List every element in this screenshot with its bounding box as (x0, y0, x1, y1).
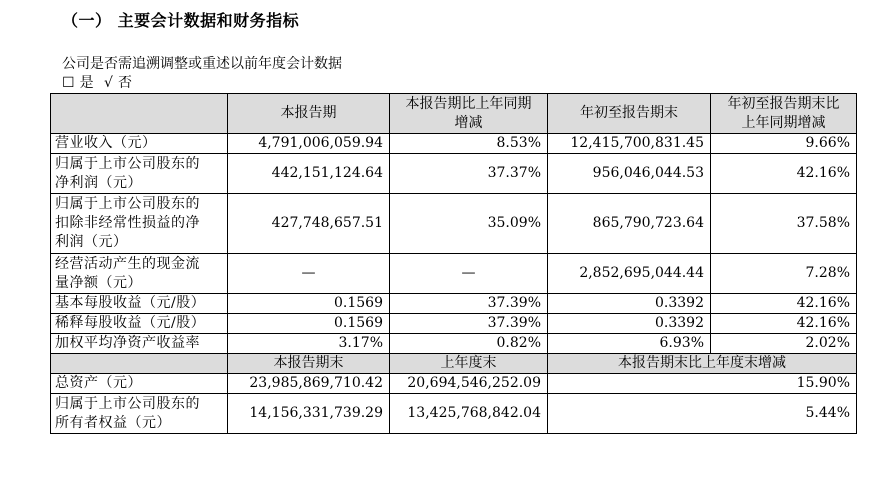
row-label: 营业收入（元） (51, 134, 228, 154)
table-subheader-row (51, 354, 857, 374)
table-row (51, 154, 857, 194)
table-row (51, 374, 857, 394)
cell-value: 20,694,546,252.09 (390, 374, 548, 394)
cell-value: 956,046,044.53 (548, 154, 711, 194)
table-header-row (51, 94, 857, 134)
header-current-period: 本报告期 (228, 94, 390, 134)
header-period-end-change: 本报告期末比上年度末增减 (548, 354, 857, 374)
row-label: 总资产（元） (51, 374, 228, 394)
cell-value: — (390, 254, 548, 294)
cell-value: 865,790,723.64 (548, 194, 711, 254)
header-period-end: 本报告期末 (228, 354, 390, 374)
cell-value: 37.58% (711, 194, 857, 254)
cell-value: 23,985,869,710.42 (228, 374, 390, 394)
cell-value: 0.3392 (548, 294, 711, 314)
cell-value: 8.53% (390, 134, 548, 154)
cell-value: 37.37% (390, 154, 548, 194)
header-prior-year-end: 上年度末 (390, 354, 548, 374)
cell-value: 0.3392 (548, 314, 711, 334)
checkmark-icon: √ (104, 75, 114, 91)
restatement-choice (62, 72, 137, 92)
header-period-yoy-change: 本报告期比上年同期 增减 (390, 94, 548, 134)
cell-value: 12,415,700,831.45 (548, 134, 711, 154)
row-label: 加权平均净资产收益率 (51, 334, 228, 354)
cell-value: — (228, 254, 390, 294)
cell-value: 4,791,006,059.94 (228, 134, 390, 154)
cell-value: 2.02% (711, 334, 857, 354)
cell-value: 442,151,124.64 (228, 154, 390, 194)
table-row (51, 314, 857, 334)
header-ytd-yoy-change: 年初至报告期末比 上年同期增减 (711, 94, 857, 134)
table-row (51, 134, 857, 154)
cell-value: 42.16% (711, 294, 857, 314)
cell-value: 7.28% (711, 254, 857, 294)
choice-yes-label: 是 (79, 75, 95, 91)
row-label: 归属于上市公司股东的 扣除非经常性损益的净 利润（元） (51, 194, 228, 254)
restatement-notice: 公司是否需追溯调整或重述以前年度会计数据 (62, 56, 342, 72)
row-label: 归属于上市公司股东的 所有者权益（元） (51, 394, 228, 434)
cell-value: 427,748,657.51 (228, 194, 390, 254)
cell-value: 37.39% (390, 314, 548, 334)
table-row (51, 194, 857, 254)
cell-value: 42.16% (711, 314, 857, 334)
cell-value: 3.17% (228, 334, 390, 354)
choice-no-label: 否 (117, 75, 133, 91)
cell-value: 0.1569 (228, 314, 390, 334)
table-header-blank (51, 94, 228, 134)
checkbox-empty-icon: ☐ (62, 75, 76, 91)
subheader-blank (51, 354, 228, 374)
table-row (51, 334, 857, 354)
cell-value: 15.90% (548, 374, 857, 394)
row-label: 经营活动产生的现金流 量净额（元） (51, 254, 228, 294)
table-row (51, 294, 857, 314)
cell-value: 0.1569 (228, 294, 390, 314)
header-ytd: 年初至报告期末 (548, 94, 711, 134)
cell-value: 14,156,331,739.29 (228, 394, 390, 434)
cell-value: 42.16% (711, 154, 857, 194)
row-label: 归属于上市公司股东的 净利润（元） (51, 154, 228, 194)
cell-value: 37.39% (390, 294, 548, 314)
table-row (51, 394, 857, 434)
cell-value: 9.66% (711, 134, 857, 154)
table-row (51, 254, 857, 294)
row-label: 稀释每股收益（元/股） (51, 314, 228, 334)
cell-value: 0.82% (390, 334, 548, 354)
cell-value: 13,425,768,842.04 (390, 394, 548, 434)
cell-value: 5.44% (548, 394, 857, 434)
cell-value: 35.09% (390, 194, 548, 254)
financial-data-table (50, 93, 857, 434)
section-title: （一） 主要会计数据和财务指标 (62, 11, 300, 30)
cell-value: 2,852,695,044.44 (548, 254, 711, 294)
cell-value: 6.93% (548, 334, 711, 354)
row-label: 基本每股收益（元/股） (51, 294, 228, 314)
